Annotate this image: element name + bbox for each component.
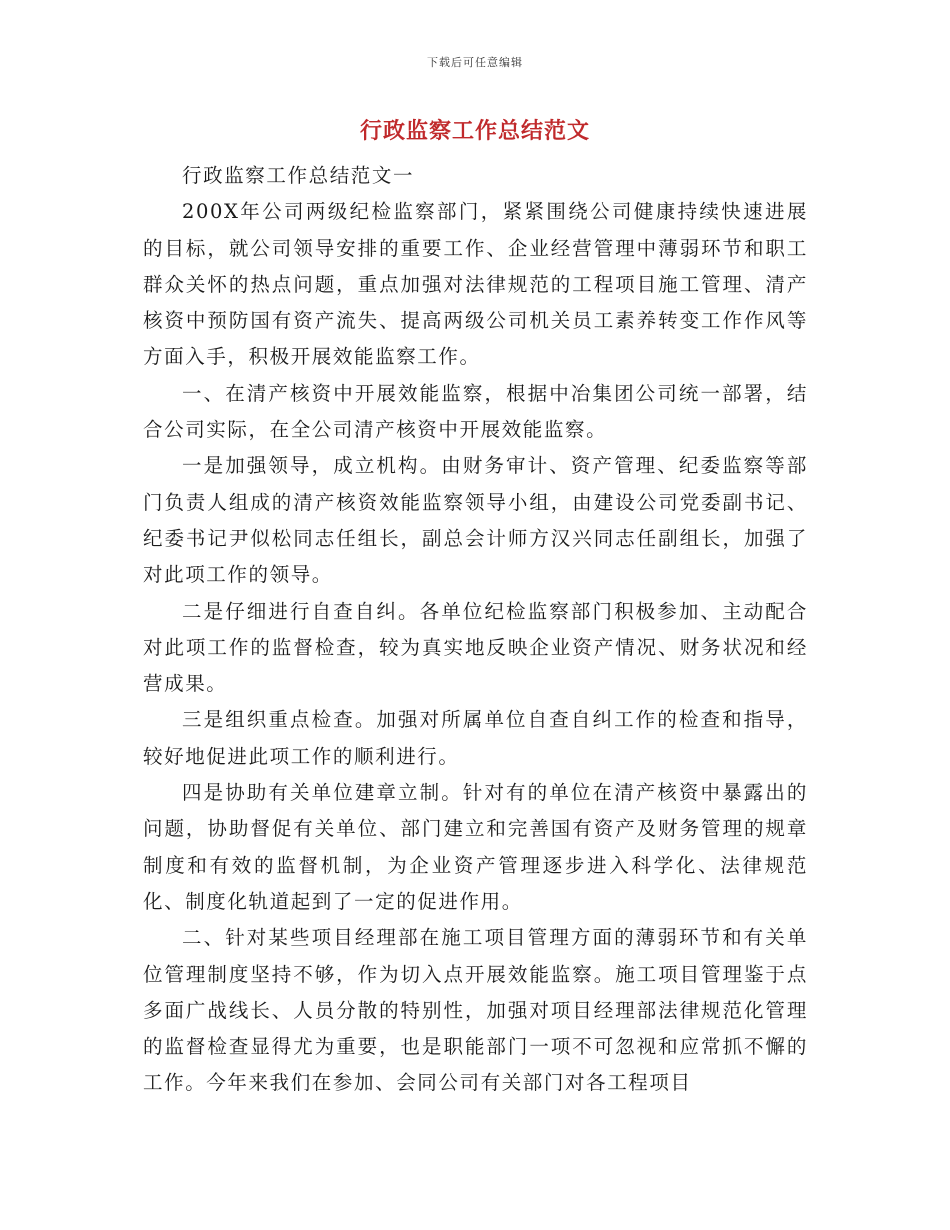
paragraph: 一是加强领导，成立机构。由财务审计、资产管理、纪委监察等部门负责人组成的清产核资效能监察领导小组，由建设公司党委副书记、纪委书记尹似松同志任组长，副总会计师方汉兴同志任副组长，加强了对此项工作的领导。 xyxy=(143,454,808,587)
paragraph: 二是仔细进行自查自纠。各单位纪检监察部门积极参加、主动配合对此项工作的监督检查，较为真实地反映企业资产情况、财务状况和经营成果。 xyxy=(143,599,808,696)
paragraph: 一、在清产核资中开展效能监察，根据中冶集团公司统一部署，结合公司实际，在全公司清产核资中开展效能监察。 xyxy=(143,381,808,442)
paragraph-subtitle: 行政监察工作总结范文一 xyxy=(182,164,415,187)
document-body xyxy=(143,158,808,1102)
document-title: 行政监察工作总结范文 xyxy=(359,118,590,144)
paragraph: 三是组织重点检查。加强对所属单位自查自纠工作的检查和指导，较好地促进此项工作的顺利进行。 xyxy=(143,708,808,768)
paragraph: 四是协助有关单位建章立制。针对有的单位在清产核资中暴露出的问题，协助督促有关单位、部门建立和完善国有资产及财务管理的规章制度和有效的监督机制，为企业资产管理逐步进入科学化、法律规范化、制度化轨道起到了一定的促进作用。 xyxy=(143,781,808,913)
paragraph: 二、针对某些项目经理部在施工项目管理方面的薄弱环节和有关单位管理制度坚持不够，作为切入点开展效能监察。施工项目管理鉴于点多面广战线长、人员分散的特别性，加强对项目经理部法律规范化管理的监督检查显得尤为重要，也是职能部门一项不可忽视和应常抓不懈的工作。今年来我们在参加、会同公司有关部门对各工程项目 xyxy=(143,926,808,1095)
paragraph: 200X年公司两级纪检监察部门，紧紧围绕公司健康持续快速进展的目标，就公司领导安排的重要工作、企业经营管理中薄弱环节和职工群众关怀的热点问题，重点加强对法律规范的工程项目施工管理、清产核资中预防国有资产流失、提高两级公司机关员工素养转变工作作风等方面入手，积极开展效能监察工作。 xyxy=(143,200,808,369)
page-header-note: 下载后可任意编辑 xyxy=(427,56,523,69)
